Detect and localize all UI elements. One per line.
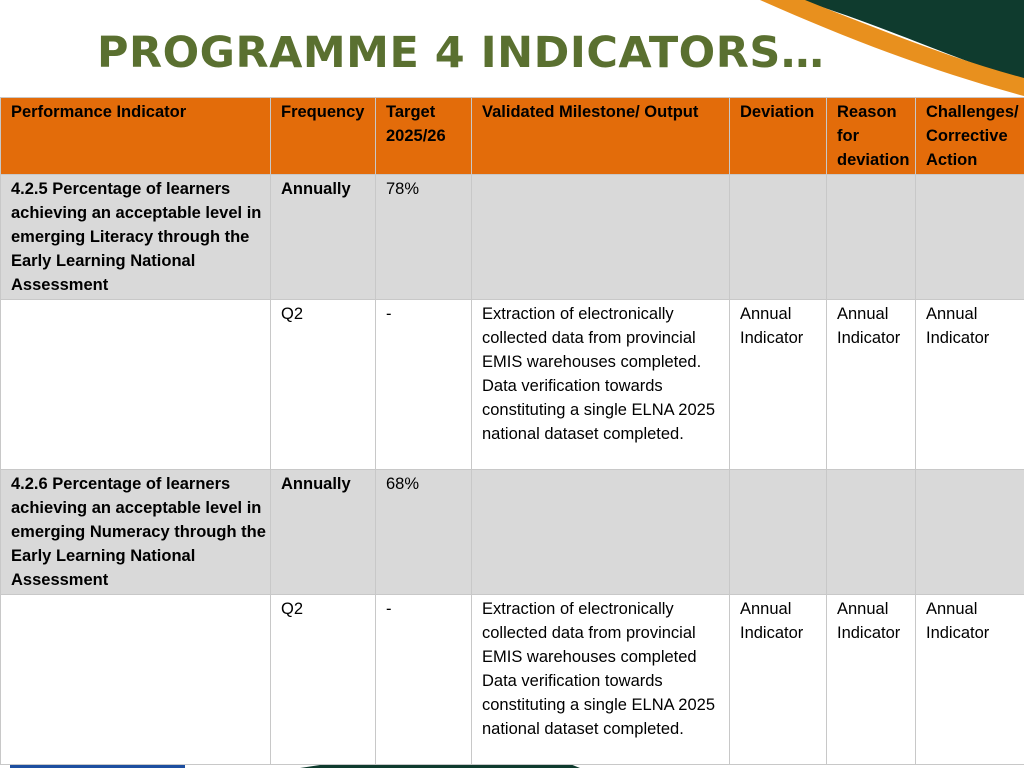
- cell-indicator: 4.2.5 Percentage of learners achieving an acceptable level in emerging Literacy through the Early Learning National Assessment: [1, 175, 271, 300]
- cell-challenges: Annual Indicator: [916, 300, 1024, 470]
- cell-challenges: [916, 470, 1024, 595]
- cell-deviation: [730, 470, 827, 595]
- cell-milestone: [472, 175, 730, 300]
- header-frequency: Frequency: [271, 98, 376, 175]
- cell-reason: Annual Indicator: [827, 300, 916, 470]
- cell-target: 68%: [376, 470, 472, 595]
- cell-deviation: [730, 175, 827, 300]
- slide-title: PROGRAMME 4 INDICATORS…: [97, 28, 825, 78]
- cell-target: -: [376, 300, 472, 470]
- table-row: [1, 470, 1024, 595]
- cell-milestone: [472, 470, 730, 595]
- table-row: [1, 300, 1024, 470]
- cell-reason: Annual Indicator: [827, 595, 916, 765]
- cell-frequency: Annually: [271, 470, 376, 595]
- cell-challenges: Annual Indicator: [916, 595, 1024, 765]
- cell-frequency: Q2: [271, 300, 376, 470]
- cell-challenges: [916, 175, 1024, 300]
- table-row: [1, 175, 1024, 300]
- cell-target: 78%: [376, 175, 472, 300]
- header-validated-milestone: Validated Milestone/ Output: [472, 98, 730, 175]
- cell-indicator: 4.2.6 Percentage of learners achieving an acceptable level in emerging Numeracy through the Early Learning National Assessment: [1, 470, 271, 595]
- header-reason-for-deviation: Reason for deviation: [827, 98, 916, 175]
- header-performance-indicator: Performance Indicator: [1, 98, 271, 175]
- cell-indicator: [1, 300, 271, 470]
- cell-reason: [827, 470, 916, 595]
- cell-target: -: [376, 595, 472, 765]
- cell-milestone: Extraction of electronically collected data from provincial EMIS warehouses completed Data verification towards constituting a single ELNA 2025 national dataset completed.: [472, 595, 730, 765]
- cell-deviation: Annual Indicator: [730, 300, 827, 470]
- table-header-row: [1, 98, 1024, 175]
- indicators-table: [0, 97, 1024, 765]
- cell-frequency: Q2: [271, 595, 376, 765]
- cell-deviation: Annual Indicator: [730, 595, 827, 765]
- header-deviation: Deviation: [730, 98, 827, 175]
- cell-milestone: Extraction of electronically collected data from provincial EMIS warehouses completed. Data verification towards constituting a single ELNA 2025 national dataset completed.: [472, 300, 730, 470]
- cell-frequency: Annually: [271, 175, 376, 300]
- header-challenges-corrective-action: Challenges/ Corrective Action: [916, 98, 1024, 175]
- table-row: [1, 595, 1024, 765]
- cell-indicator: [1, 595, 271, 765]
- header-target: Target 2025/26: [376, 98, 472, 175]
- cell-reason: [827, 175, 916, 300]
